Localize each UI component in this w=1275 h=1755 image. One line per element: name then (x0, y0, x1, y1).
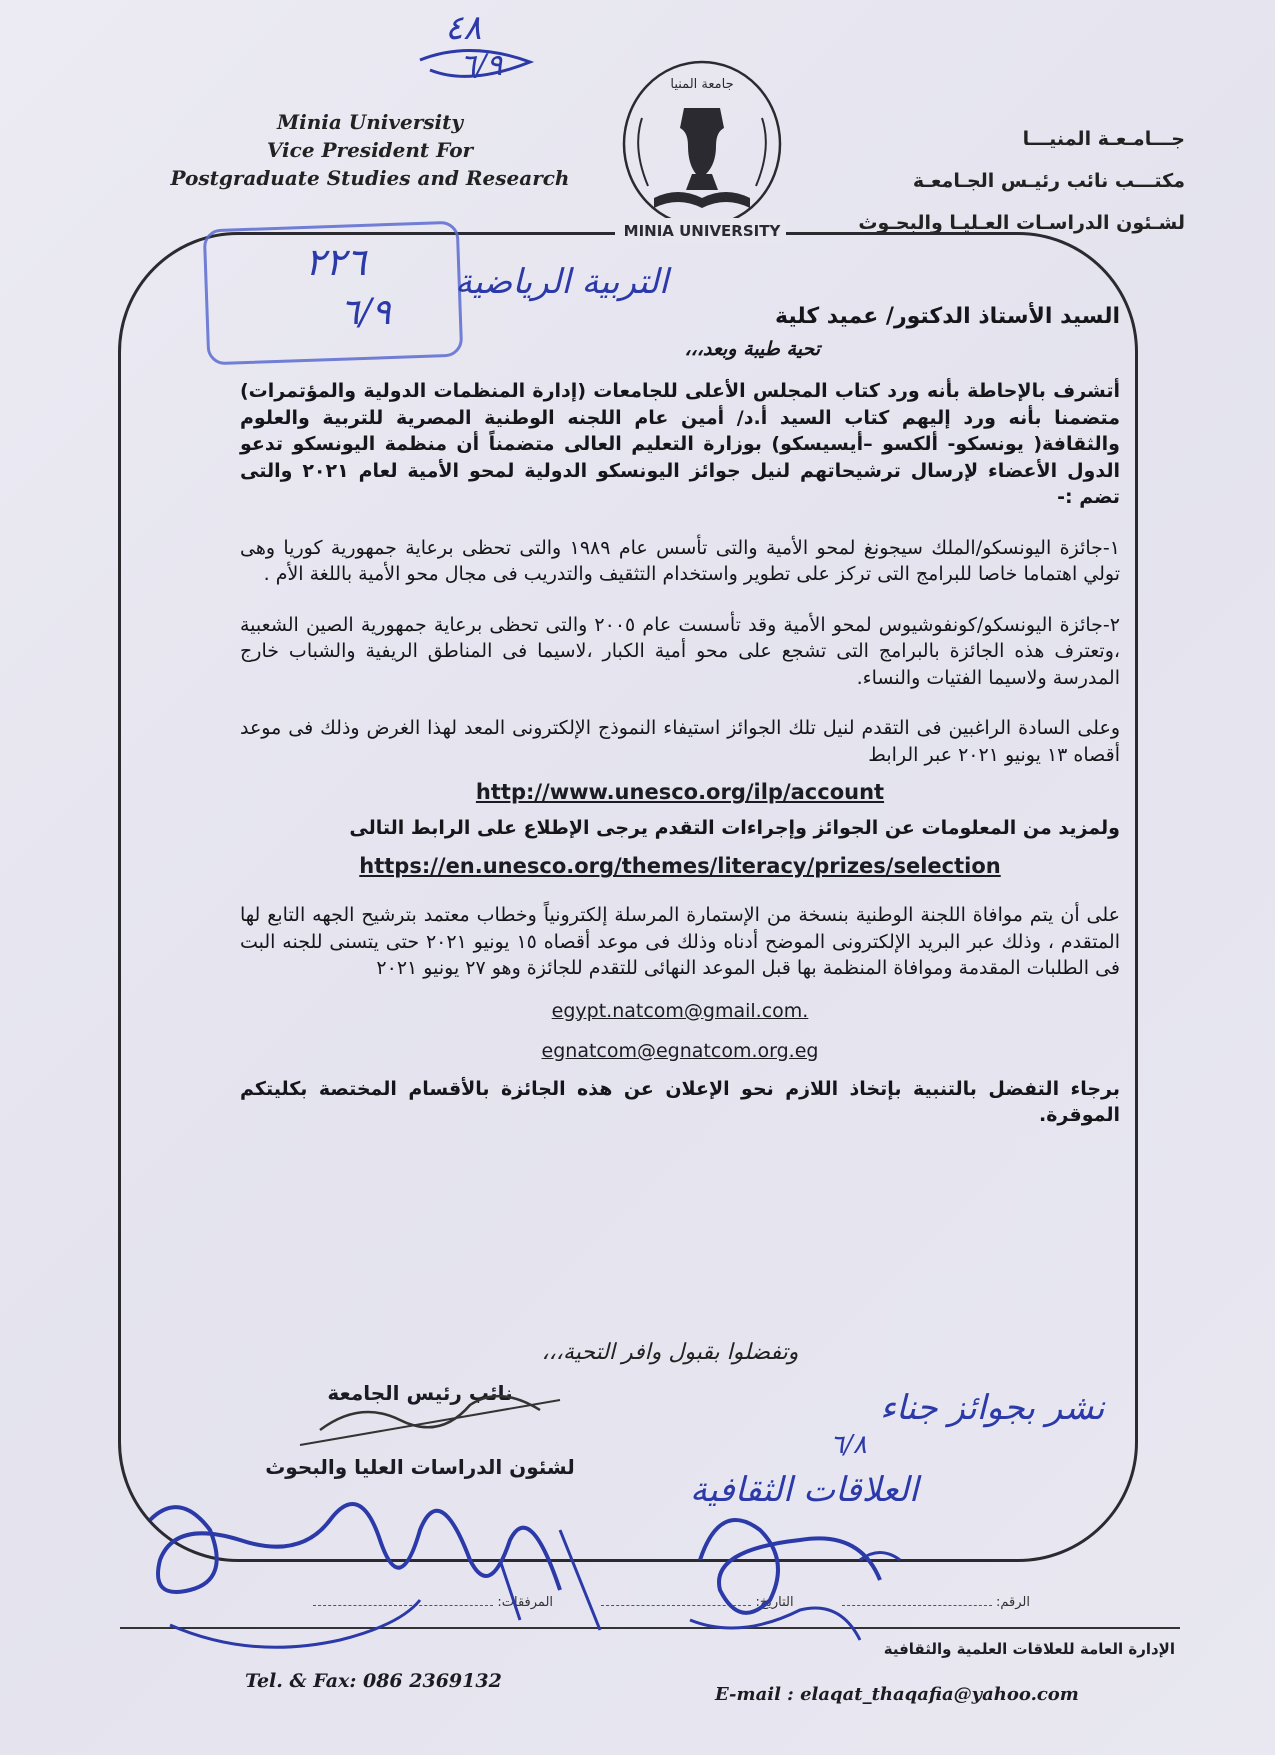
committee-paragraph: على أن يتم موافاة اللجنة الوطنية بنسخة من الإستمارة المرسلة إلكترونياً وخطاب معتمد بترشيح الجهه التابع لها المتقدم ، وذلك عبر البريد الإلكترونى الموضح أدناه وذلك فى موعد أقصاه ١٥ يونيو ٢٠٢١ حتى يتسنى للجنه البت فى الطلبات المقدمة وموافاة المنظمة بها قبل الموعد النهائى للتقدم للجائزة وهو ٢٧ يونيو ٢٠٢١ (240, 904, 1120, 979)
form-fields-row (270, 1595, 1030, 1610)
header-ar-line-1: جـــامـعـة المنيـــا (1022, 128, 1185, 150)
signatory-title-1: نائب رئيس الجامعة (327, 1381, 513, 1405)
minia-university-logo (612, 58, 792, 248)
logo-arabic-label: جامعة المنيا (670, 77, 734, 92)
closing-line: وتفضلوا بقبول وافر التحية،،، (541, 1340, 799, 1365)
apply-paragraph: وعلى السادة الراغبين فى التقدم لنيل تلك الجوائز استيفاء النموذج الإلكترونى المعد لهذا الغرض وذلك فى موعد أقصاه ١٣ يونيو ٢٠٢١ عبر الرابط (240, 717, 1120, 766)
handwritten-number-top: ٤٨ (445, 8, 482, 48)
email-gmail-link[interactable]: egypt.natcom@gmail.com. (551, 999, 809, 1022)
attachments-field-label: المرفقات: (497, 1595, 554, 1610)
account-link[interactable]: http://www.unesco.org/ilp/account (475, 780, 885, 804)
request-paragraph: برجاء التفضل بالتنبية بإتخاذ اللازم نحو الإعلان عن هذه الجائزة بالأقسام المختصة بكليتكم الموقرة. (240, 1077, 1120, 1126)
logo-label: MINIA UNIVERSITY (623, 222, 781, 240)
signatory-title-2: لشئون الدراسات العليا والبحوث (265, 1455, 575, 1479)
prize-1-paragraph: ١-جائزة اليونسكو/الملك سيجونغ لمحو الأمية والتى تأسس عام ١٩٨٩ والتى تحظى برعاية جمهورية كوريا وهى تولي اهتماما خاصا للبرامج التى تركز على تطوير واستخدام التثقيف والتدريب فى مجال محو الأمية باللغة الأم . (240, 536, 1120, 585)
header-ar-line-3: لشـئون الدراسـات العـليـا والبحـوث (858, 212, 1185, 234)
handwritten-relations: العلاقات الثقافية (690, 1470, 919, 1510)
footer-email[interactable]: E-mail : elaqat_thaqafia@yahoo.com (715, 1684, 1079, 1705)
handwritten-date-top: ٦/٩ (460, 48, 503, 83)
header-ar-line-2: مكتـــب نائب رئيـس الجـامعـة (912, 170, 1185, 192)
letter-body (240, 300, 1120, 1129)
handwritten-note-date: ٦/٨ (830, 1430, 867, 1460)
header-arabic (765, 118, 1185, 244)
header-en-line-1: Minia University (277, 110, 463, 134)
prize-2-paragraph: ٢-جائزة اليونسكو/كونفوشيوس لمحو الأمية وقد تأسست عام ٢٠٠٥ والتى تحظى برعاية جمهورية الصين الشعبية ،وتعترف هذه الجائزة بالبرامج التى تشجع على محو أمية الكبار ،لاسيما فى المناطق الريفية والشباب خارج المدرسة ولاسيما الفتيات والنساء. (240, 613, 1120, 689)
greeting: تحية طيبة وبعد،،، (684, 338, 820, 360)
more-info-line: ولمزيد من المعلومات عن الجوائز وإجراءات التقدم يرجى الإطلاع على الرابط التالى (349, 817, 1120, 839)
ref-field-label: الرقم: (996, 1595, 1030, 1610)
email-natcom-link[interactable]: egnatcom@egnatcom.org.eg (541, 1039, 819, 1062)
stamp-number: ٢٢٦ (305, 240, 367, 284)
header-en-line-2: Vice President For (266, 138, 474, 162)
salutation: السيد الأستاذ الدكتور/ عميد كلية (775, 304, 1120, 329)
handwritten-note: نشر بجوائز جناء (880, 1388, 1105, 1428)
intro-paragraph: أتشرف بالإحاطة بأنه ورد كتاب المجلس الأعلى للجامعات (إدارة المنظمات الدولية والمؤتمرات) متضمنا بأنه ورد إليهم كتاب السيد أ.د/ أمين عام اللجنه الوطنية المصرية للتربية والعلوم والثقافة( يونسكو- ألكسو –أيسيسكو) بوزارة التعليم العالى متضمناً أن منظمة اليونسكو تدعو الدول الأعضاء لإرسال ترشيحاتهم لنيل جوائز اليونسكو الدولية لمحو الأمية لعام ٢٠٢١ والتى تضم :- (240, 380, 1120, 508)
date-field-label: التاريخ: (755, 1595, 794, 1610)
handwritten-faculty: التربية الرياضية (455, 262, 669, 302)
footer-department: الإدارة العامة للعلاقات العلمية والثقافية (883, 1640, 1175, 1658)
header-english (160, 108, 580, 192)
stamp-date: ٦/٩ (340, 292, 391, 333)
header-en-line-3: Postgraduate Studies and Research (170, 166, 570, 190)
footer-tel-fax: Tel. & Fax: 086 2369132 (245, 1670, 502, 1692)
footer-rule (120, 1627, 1180, 1629)
selection-link[interactable]: https://en.unesco.org/themes/literacy/prizes/selection (359, 854, 1001, 878)
